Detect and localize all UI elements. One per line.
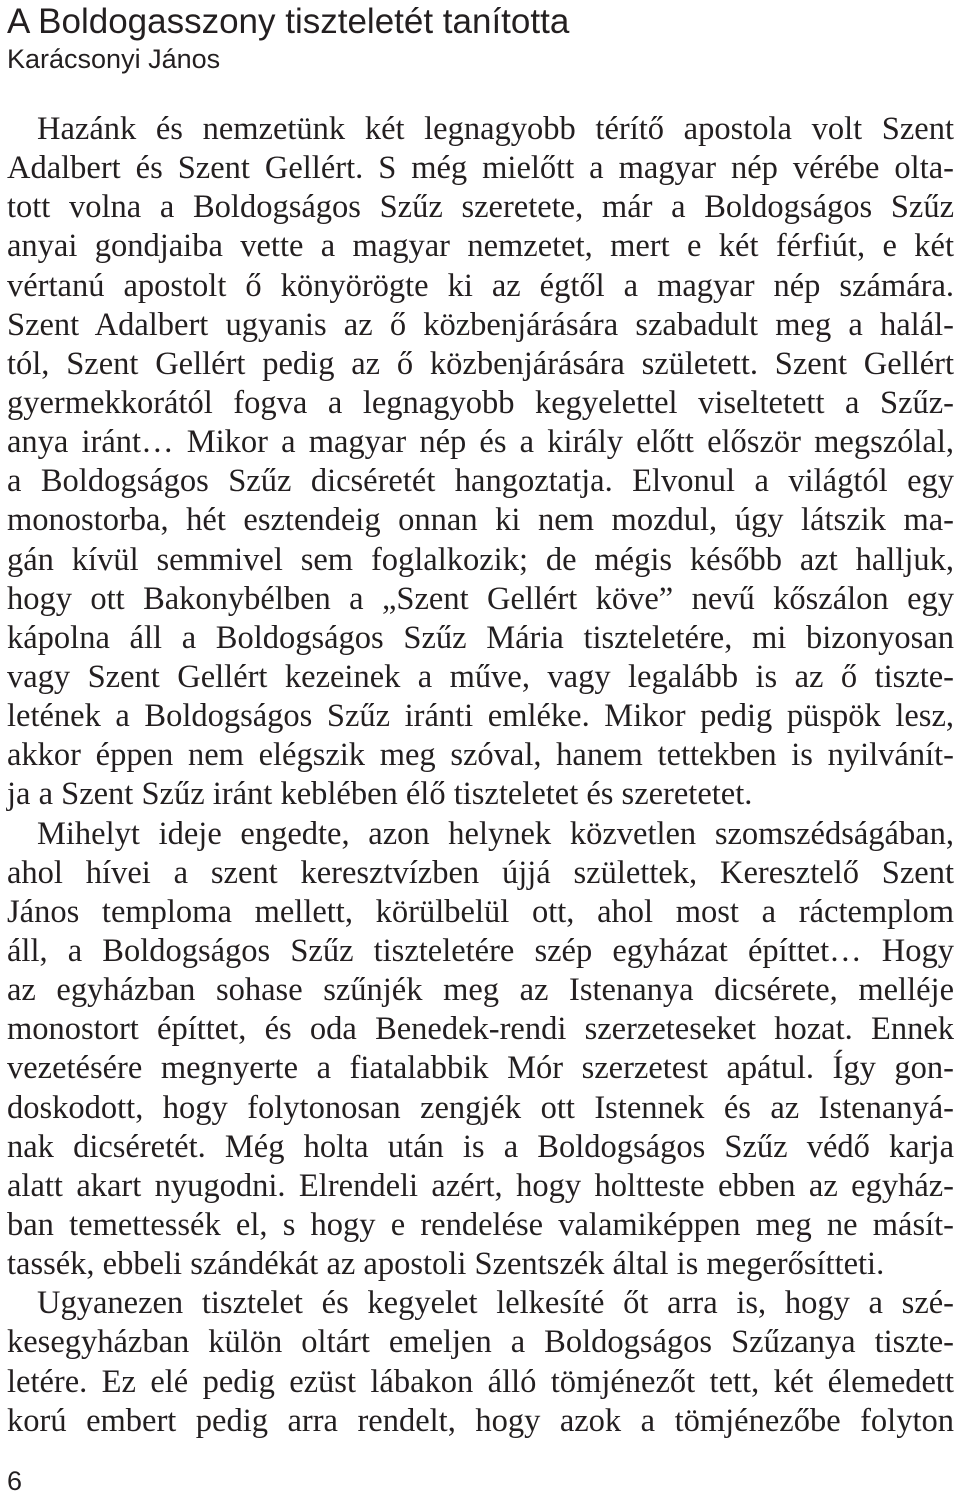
- text-line: alatt akart nyugodni. Elrendeli azért, hogy holtteste ebben az egyház-: [7, 1167, 954, 1204]
- text-line: ahol hívei a szent keresztvízben újjá születtek, Keresztelő Szent: [7, 854, 954, 891]
- text-line: nak dicséretét. Még holta után is a Boldogságos Szűz védő karja: [7, 1128, 954, 1165]
- text-line: anya iránt… Mikor a magyar nép és a király előtt először megszólal,: [7, 424, 954, 461]
- text-line: ban temettessék el, s hogy e rendelése valamiképpen meg ne másít-: [7, 1206, 954, 1243]
- text-line: akkor éppen nem elégszik meg szóval, hanem tettekben is nyilvánít-: [7, 737, 954, 774]
- article-author: Karácsonyi János: [7, 44, 221, 74]
- text-line: monostort építtet, és oda Benedek-rendi szerzeteseket hozat. Ennek: [7, 1011, 954, 1048]
- text-line: Mihelyt ideje engedte, azon helynek közvetlen szomszédságában,: [37, 815, 954, 852]
- text-line: kápolna áll a Boldogságos Szűz Mária tiszteletére, mi bizonyosan: [7, 619, 954, 656]
- text-line: ja a Szent Szűz iránt keblében élő tiszteletet és szeretetet.: [7, 776, 753, 813]
- paragraph: [7, 110, 954, 815]
- paragraph: [7, 815, 954, 1285]
- text-line: doskodott, hogy folytonosan zengjék ott Istennek és az Istenanyá-: [7, 1089, 954, 1126]
- text-line: a Boldogságos Szűz dicséretét hangoztatja. Elvonul a világtól egy: [7, 463, 954, 500]
- text-line: az egyházban sohase szűnjék meg az Istenanya dicsérete, melléje: [7, 972, 954, 1009]
- text-line: Adalbert és Szent Gellért. S még mielőtt a magyar nép vérébe olta-: [7, 150, 954, 187]
- page-number: 6: [7, 1466, 23, 1496]
- text-line: hogy ott Bakonybélben a „Szent Gellért köve” nevű kőszálon egy: [7, 580, 954, 617]
- text-line: anyai gondjaiba vette a magyar nemzetet, mert e két férfiút, e két: [7, 228, 954, 265]
- text-line: gyermekkorától fogva a legnagyobb kegyelettel viseltetett a Szűz-: [7, 384, 954, 421]
- text-line: Szent Adalbert ugyanis az ő közbenjárására szabadult meg a halál-: [7, 306, 954, 343]
- text-line: vértanú apostolt ő könyörögte ki az égtől a magyar nép számára.: [7, 267, 954, 304]
- text-line: letére. Ez elé pedig ezüst lábakon álló tömjénezőt tett, két élemedett: [7, 1363, 954, 1400]
- text-line: Ugyanezen tisztelet és kegyelet lelkesíté őt arra is, hogy a szé-: [37, 1285, 954, 1322]
- text-line: gán kívül semmivel sem foglalkozik; de mégis később azt halljuk,: [7, 541, 954, 578]
- article-body: [7, 110, 954, 1441]
- text-line: korú embert pedig arra rendelt, hogy azok a tömjénezőbe folyton: [7, 1402, 954, 1439]
- text-line: letének a Boldogságos Szűz iránti emléke. Mikor pedig püspök lesz,: [7, 698, 954, 735]
- text-line: áll, a Boldogságos Szűz tiszteletére szép egyházat építtet… Hogy: [7, 932, 954, 969]
- article-title: A Boldogasszony tiszteletét tanította: [7, 2, 570, 41]
- paragraph: [7, 1284, 954, 1441]
- text-line: kesegyházban külön oltárt emeljen a Boldogságos Szűzanya tiszte-: [7, 1324, 954, 1361]
- text-line: vezetésére megnyerte a fiatalabbik Mór szerzetest apátul. Így gon-: [7, 1050, 954, 1087]
- text-line: vagy Szent Gellért kezeinek a műve, vagy legalább is az ő tiszte-: [7, 658, 954, 695]
- text-line: János temploma mellett, körülbelül ott, ahol most a ráctemplom: [7, 893, 954, 930]
- text-line: tól, Szent Gellért pedig az ő közbenjárására született. Szent Gellért: [7, 345, 954, 382]
- text-line: monostorba, hét esztendeig onnan ki nem mozdul, úgy látszik ma-: [7, 502, 954, 539]
- text-line: tassék, ebbeli szándékát az apostoli Szentszék által is megerősítteti.: [7, 1246, 885, 1283]
- text-line: tott volna a Boldogságos Szűz szeretete, már a Boldogságos Szűz: [7, 189, 954, 226]
- text-line: Hazánk és nemzetünk két legnagyobb térítő apostola volt Szent: [37, 111, 954, 147]
